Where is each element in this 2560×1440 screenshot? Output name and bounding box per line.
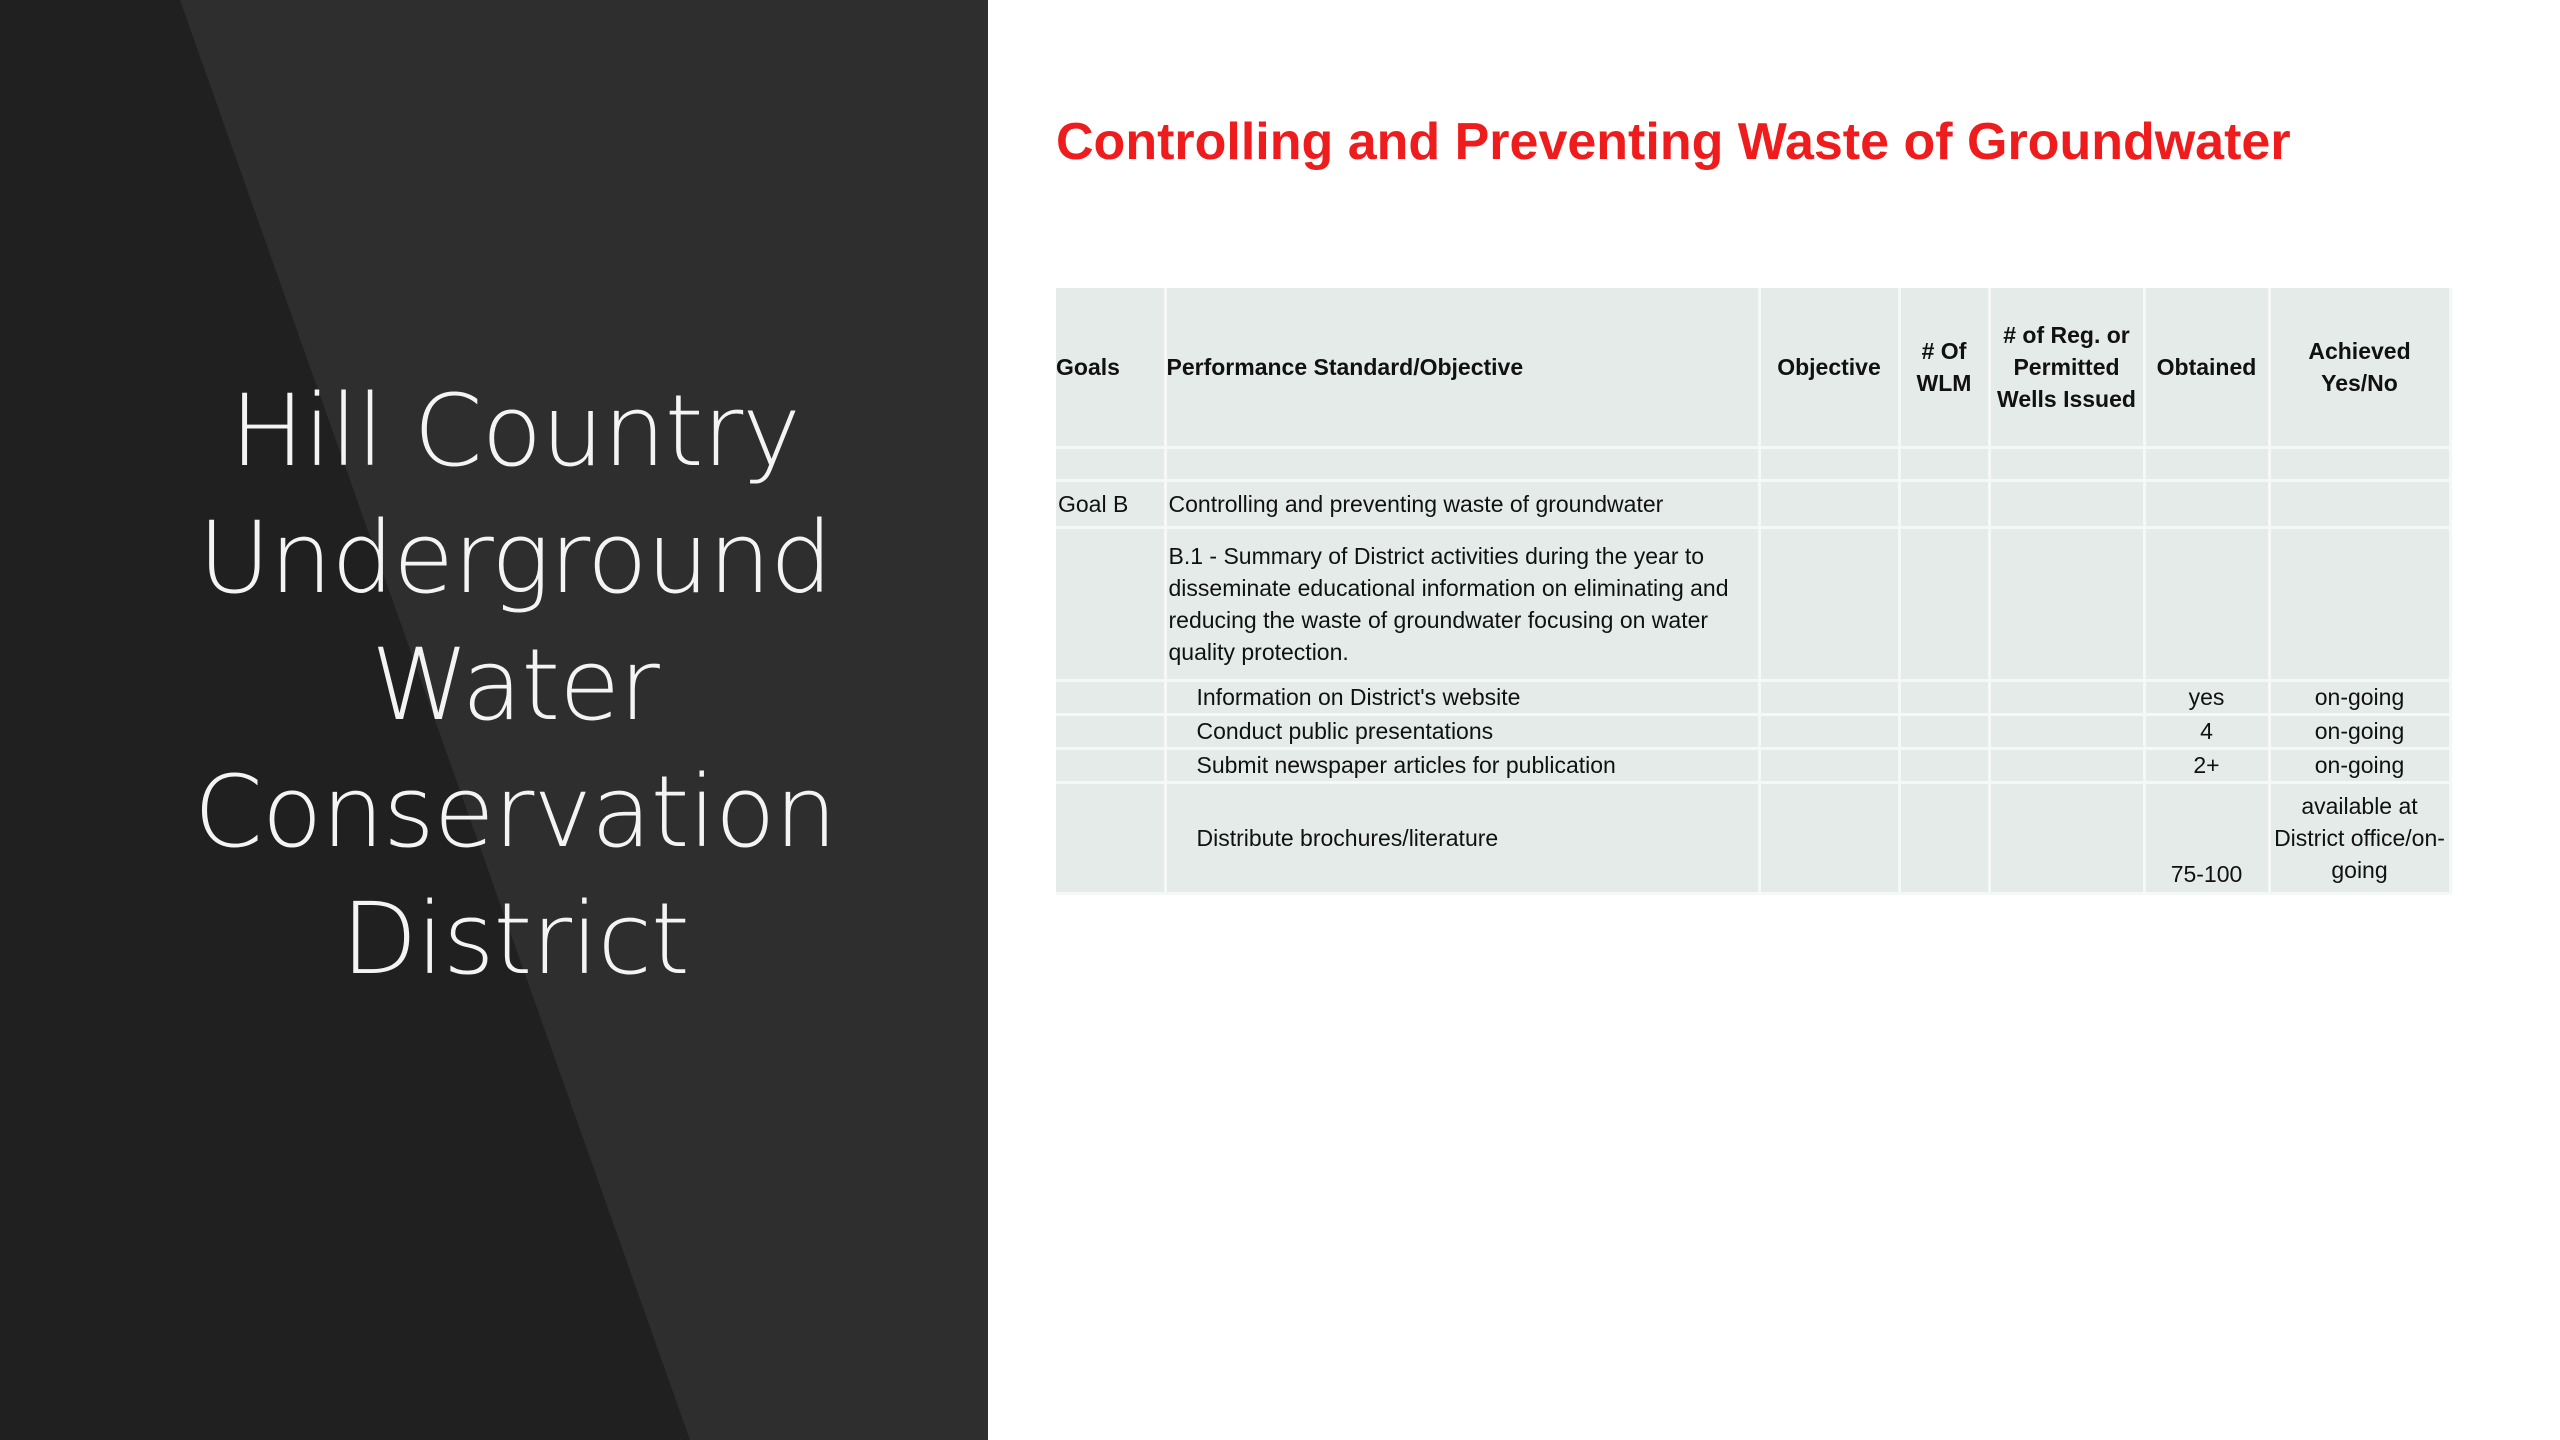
item-obtained: yes — [2144, 681, 2269, 715]
header-achieved: Achieved Yes/No — [2269, 288, 2450, 448]
item-label: Conduct public presentations — [1165, 715, 1759, 749]
table-row-description — [1056, 528, 2450, 681]
table-row — [1056, 681, 2450, 715]
slide-title: Controlling and Preventing Waste of Groundwater — [1056, 113, 2291, 171]
item-obtained: 2+ — [2144, 749, 2269, 783]
header-wells-issued: # of Reg. or Permitted Wells Issued — [1989, 288, 2144, 448]
performance-table — [1056, 288, 2452, 895]
table-row — [1056, 715, 2450, 749]
organization-title-line: District — [341, 882, 689, 997]
header-wlm: # Of WLM — [1899, 288, 1989, 448]
goal-cell: Goal B — [1056, 481, 1165, 528]
header-goals: Goals — [1056, 288, 1165, 448]
organization-title — [0, 368, 988, 1003]
item-obtained: 4 — [2144, 715, 2269, 749]
item-achieved: on-going — [2269, 715, 2450, 749]
left-panel — [0, 0, 988, 1440]
table-header-row — [1056, 288, 2450, 448]
organization-title-line: Hill Country — [230, 374, 800, 489]
item-label: Distribute brochures/literature — [1165, 783, 1759, 894]
header-performance-standard: Performance Standard/Objective — [1165, 288, 1759, 448]
item-achieved: available at District office/on-going — [2269, 783, 2450, 894]
item-achieved: on-going — [2269, 681, 2450, 715]
item-achieved: on-going — [2269, 749, 2450, 783]
item-label: Submit newspaper articles for publication — [1165, 749, 1759, 783]
item-label: Information on District's website — [1165, 681, 1759, 715]
header-obtained: Obtained — [2144, 288, 2269, 448]
organization-title-line: Conservation — [193, 755, 837, 870]
organization-title-line: Underground — [198, 501, 832, 616]
description-cell: B.1 - Summary of District activities during the year to disseminate educational information on eliminating and reducing the waste of groundwater focusing on water quality protection. — [1165, 528, 1759, 681]
organization-title-line: Water — [371, 628, 659, 743]
table-row-spacer — [1056, 448, 2450, 481]
table-row — [1056, 749, 2450, 783]
header-objective: Objective — [1759, 288, 1899, 448]
table-row — [1056, 783, 2450, 894]
goal-standard-cell: Controlling and preventing waste of groundwater — [1165, 481, 1759, 528]
item-obtained: 75-100 — [2144, 783, 2269, 894]
table-row-goal — [1056, 481, 2450, 528]
